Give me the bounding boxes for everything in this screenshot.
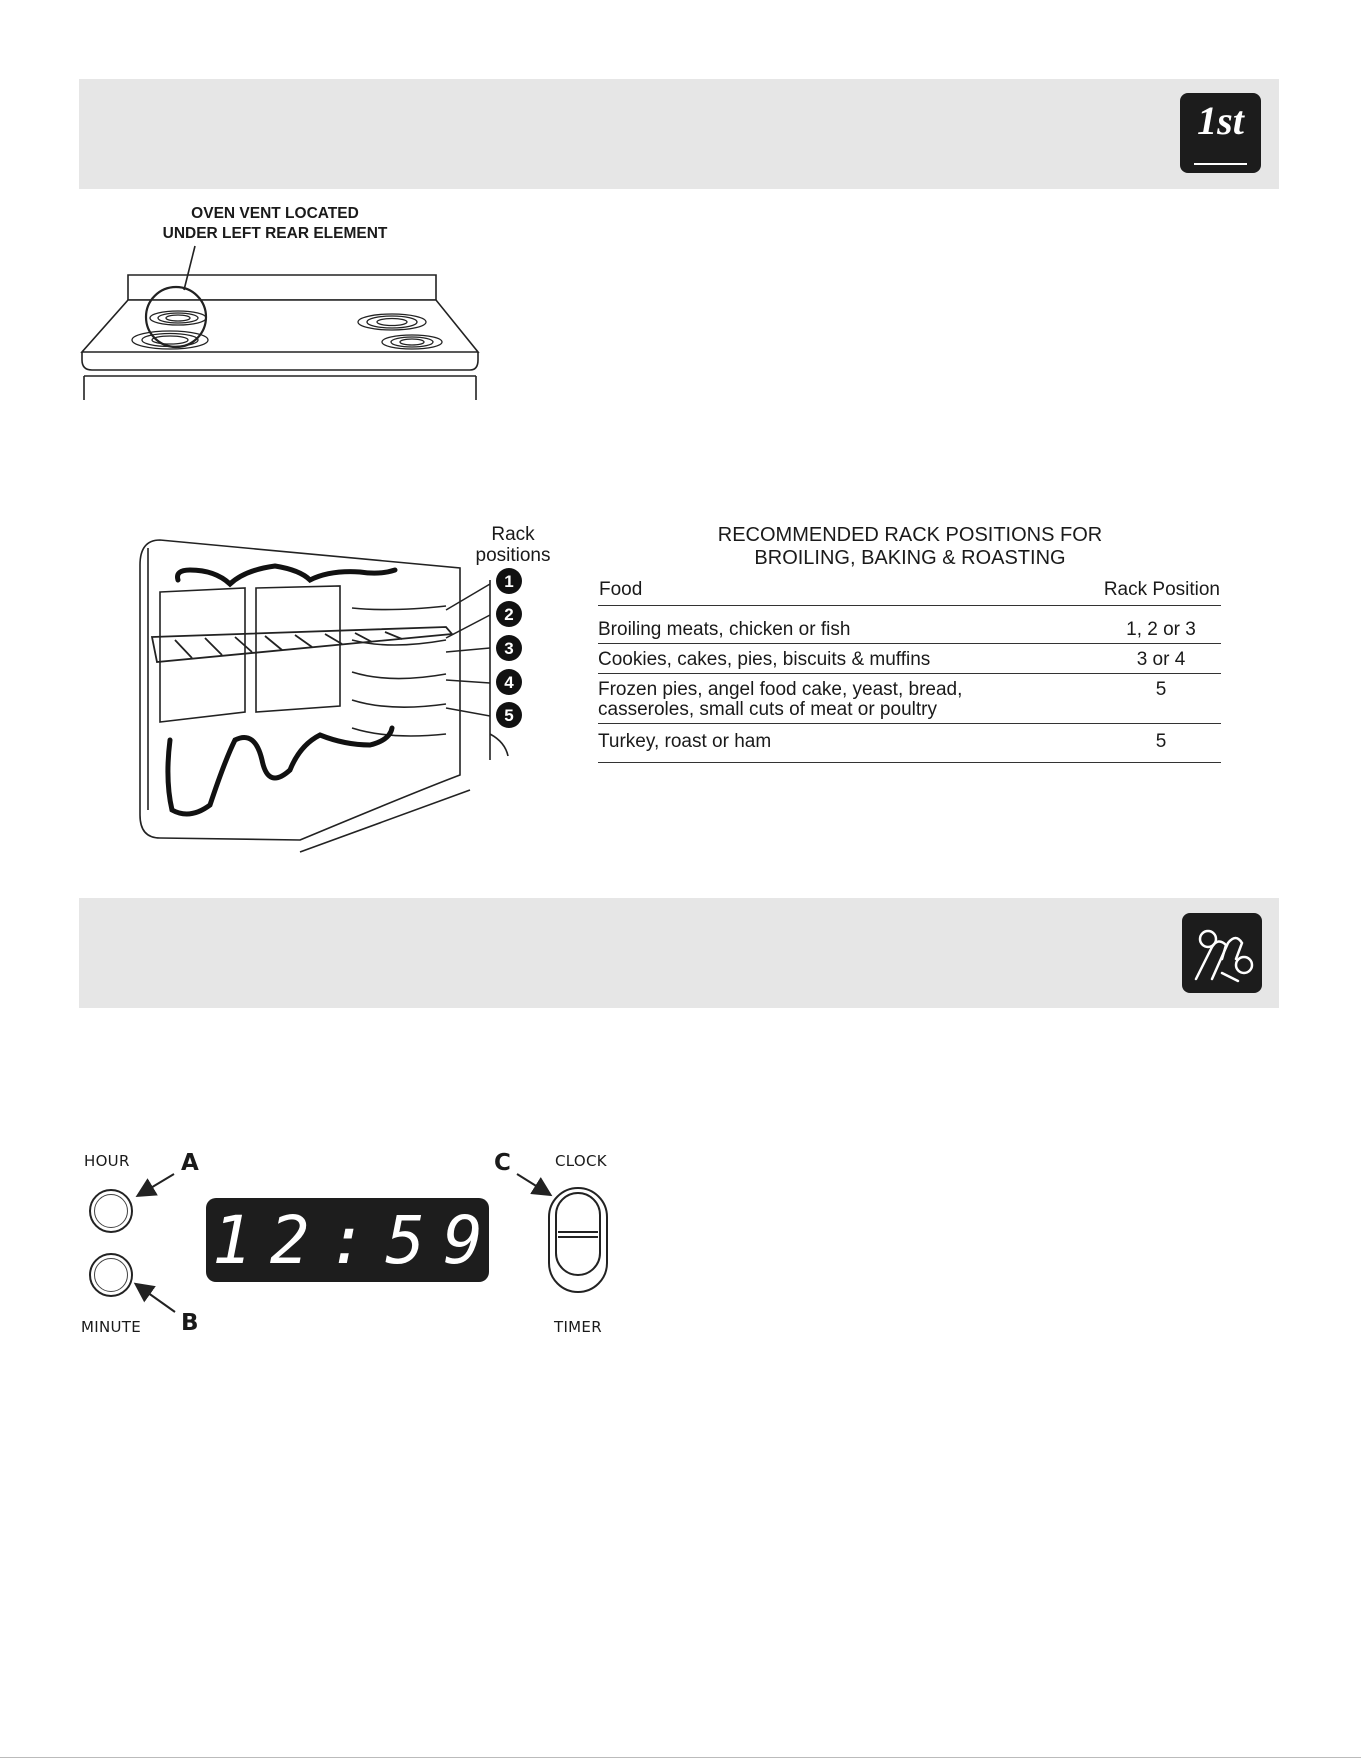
rack-1-number: 1 xyxy=(504,572,514,591)
arrow-c-icon xyxy=(517,1174,549,1194)
rack-5-number: 5 xyxy=(504,706,514,725)
hour-label: HOUR xyxy=(84,1152,130,1170)
rack-4-number: 4 xyxy=(504,673,514,692)
rack-table-title xyxy=(600,524,1220,570)
rack-positions-table xyxy=(598,575,1221,763)
rack-table-title-line1: RECOMMENDED RACK POSITIONS FOR xyxy=(717,524,1103,546)
first-badge-text: 1st xyxy=(1197,98,1244,143)
rack-caption-line2: positions xyxy=(475,545,551,566)
letter-a-label: A xyxy=(181,1150,199,1176)
rack-position-column-header: Rack Position xyxy=(1101,575,1221,606)
table-header-row xyxy=(598,575,1221,606)
food-column-header: Food xyxy=(598,575,1101,606)
food-cell: Cookies, cakes, pies, biscuits & muffins xyxy=(598,644,1101,674)
position-cell: 3 or 4 xyxy=(1101,644,1221,674)
first-badge-icon xyxy=(1180,93,1261,173)
table-row xyxy=(598,674,1221,724)
position-cell: 5 xyxy=(1101,674,1221,724)
table-row xyxy=(598,644,1221,674)
table-row xyxy=(598,724,1221,763)
vent-caption-line2: UNDER LEFT REAR ELEMENT xyxy=(162,225,388,242)
minute-label: MINUTE xyxy=(81,1318,142,1336)
timer-label: TIMER xyxy=(554,1318,602,1336)
callout-arrows xyxy=(0,0,620,1340)
letter-c-label: C xyxy=(494,1150,511,1176)
rack-3-number: 3 xyxy=(504,639,514,658)
rack-2-number: 2 xyxy=(504,605,514,624)
food-cell-line1: Frozen pies, angel food cake, yeast, bread, xyxy=(598,679,963,700)
arrow-b-icon xyxy=(137,1285,175,1312)
arrow-a-icon xyxy=(139,1174,174,1195)
food-cell: Turkey, roast or ham xyxy=(598,724,1101,763)
footer-rule xyxy=(0,1757,1361,1758)
hands-controls-icon xyxy=(1182,913,1262,993)
position-cell: 5 xyxy=(1101,724,1221,763)
position-cell: 1, 2 or 3 xyxy=(1101,614,1221,644)
letter-b-label: B xyxy=(181,1310,199,1336)
table-row xyxy=(598,614,1221,644)
display-time: 12:59 xyxy=(212,1201,501,1279)
clock-label: CLOCK xyxy=(555,1152,607,1170)
food-cell-line2: casseroles, small cuts of meat or poultry xyxy=(598,699,937,720)
vent-caption-line1: OVEN VENT LOCATED xyxy=(191,205,359,222)
rack-caption-line1: Rack xyxy=(491,524,535,545)
food-cell: Broiling meats, chicken or fish xyxy=(598,614,1101,644)
rack-table-title-line2: BROILING, BAKING & ROASTING xyxy=(754,547,1066,569)
food-cell xyxy=(598,674,1101,724)
